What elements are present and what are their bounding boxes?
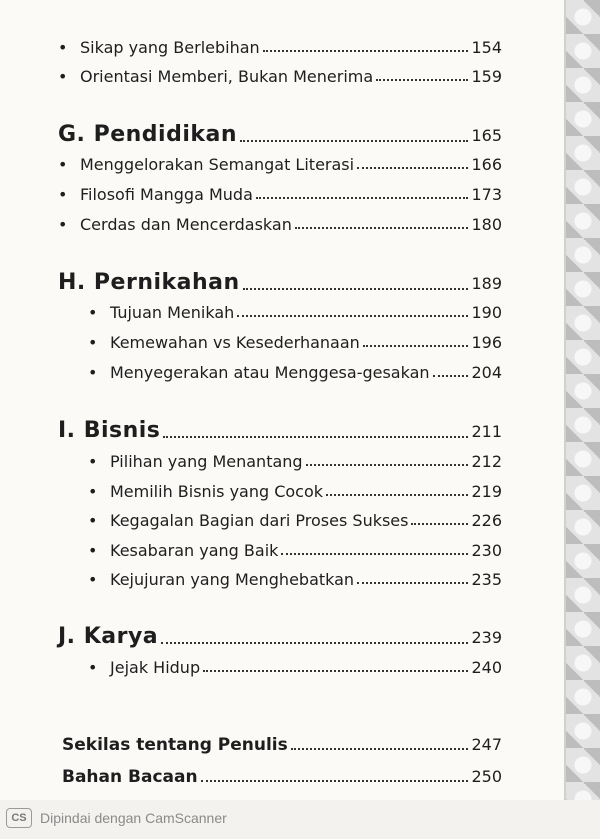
toc-entry	[88, 570, 502, 589]
page-number: 154	[471, 38, 502, 57]
bullet-icon: •	[58, 185, 68, 204]
toc-title: Pilihan yang Menantang	[110, 452, 303, 471]
toc-back-matter	[62, 767, 502, 787]
dot-leader	[291, 748, 469, 750]
page-number: 211	[471, 422, 502, 441]
toc-entry	[58, 215, 502, 234]
dot-leader	[326, 494, 468, 496]
toc-entry	[88, 658, 502, 677]
toc-entry	[88, 333, 502, 352]
toc-title: Memilih Bisnis yang Cocok	[110, 482, 324, 501]
toc-section	[58, 122, 502, 147]
decorative-pattern-strip	[564, 0, 600, 800]
toc-title: Bahan Bacaan	[62, 767, 198, 787]
toc-title: G. Pendidikan	[58, 122, 237, 147]
dot-leader	[363, 345, 469, 347]
toc-entry	[58, 38, 502, 57]
toc-title: Cerdas dan Mencerdaskan	[80, 215, 292, 234]
dot-leader	[256, 197, 469, 199]
bullet-icon: •	[58, 155, 68, 174]
dot-leader	[201, 780, 469, 782]
scanner-footer	[6, 808, 227, 828]
toc-entry	[58, 185, 502, 204]
page-number: 212	[471, 452, 502, 471]
toc-entry	[58, 155, 502, 174]
toc-title: Kemewahan vs Kesederhanaan	[110, 333, 360, 352]
toc-title: Sikap yang Berlebihan	[80, 38, 260, 57]
toc-title: J. Karya	[58, 624, 159, 649]
dot-leader	[240, 140, 468, 142]
toc-title: Menyegerakan atau Menggesa-gesakan	[110, 363, 430, 382]
toc-title: Kegagalan Bagian dari Proses Sukses	[110, 511, 409, 530]
page-number: 166	[471, 155, 502, 174]
toc-title: Kejujuran yang Menghebatkan	[110, 570, 355, 589]
toc-entry	[88, 452, 502, 471]
dot-leader	[295, 227, 469, 229]
dot-leader	[357, 167, 468, 169]
toc-entry	[88, 303, 502, 322]
bullet-icon: •	[58, 215, 68, 234]
toc-section	[58, 418, 502, 443]
bullet-icon: •	[88, 570, 98, 589]
page-number: 247	[471, 735, 502, 754]
page-number: 196	[471, 333, 502, 352]
page-number: 226	[471, 511, 502, 530]
bullet-icon: •	[88, 482, 98, 501]
toc-title: Jejak Hidup	[110, 658, 201, 677]
page-number: 235	[471, 570, 502, 589]
dot-leader	[357, 582, 468, 584]
dot-leader	[203, 670, 468, 672]
toc-title: H. Pernikahan	[58, 270, 240, 295]
bullet-icon: •	[88, 658, 98, 677]
page-number: 173	[471, 185, 502, 204]
dot-leader	[281, 553, 468, 555]
toc-title: Sekilas tentang Penulis	[62, 735, 288, 755]
dot-leader	[243, 288, 469, 290]
page-number: 159	[471, 67, 502, 86]
dot-leader	[411, 523, 468, 525]
toc-entry	[88, 541, 502, 560]
toc-entry	[88, 482, 502, 501]
toc-entry	[88, 363, 502, 382]
dot-leader	[163, 436, 468, 438]
dot-leader	[376, 79, 468, 81]
bullet-icon: •	[88, 452, 98, 471]
toc-back-matter	[62, 735, 502, 755]
page-number: 190	[471, 303, 502, 322]
bullet-icon: •	[88, 333, 98, 352]
page-number: 219	[471, 482, 502, 501]
toc-title: Kesabaran yang Baik	[110, 541, 279, 560]
toc-title: Tujuan Menikah	[110, 303, 235, 322]
bullet-icon: •	[58, 38, 68, 57]
dot-leader	[433, 375, 469, 377]
dot-leader	[161, 642, 468, 644]
toc-section	[58, 270, 502, 295]
scanner-footer-text: Dipindai dengan CamScanner	[40, 810, 227, 826]
bullet-icon: •	[88, 303, 98, 322]
dot-leader	[237, 315, 468, 317]
toc-title: Filosofi Mangga Muda	[80, 185, 253, 204]
toc-section	[58, 624, 502, 649]
toc-entry	[88, 511, 502, 530]
bullet-icon: •	[88, 511, 98, 530]
page-number: 230	[471, 541, 502, 560]
page-number: 189	[471, 274, 502, 293]
page-number: 239	[471, 628, 502, 647]
page-number: 165	[471, 126, 502, 145]
dot-leader	[306, 464, 469, 466]
page-number: 240	[471, 658, 502, 677]
bullet-icon: •	[58, 67, 68, 86]
toc-title: Orientasi Memberi, Bukan Menerima	[80, 67, 374, 86]
camscanner-logo-icon: CS	[6, 808, 32, 828]
dot-leader	[263, 50, 469, 52]
bullet-icon: •	[88, 363, 98, 382]
toc-entry	[58, 67, 502, 86]
toc-title: Menggelorakan Semangat Literasi	[80, 155, 355, 174]
page-number: 250	[471, 767, 502, 786]
bullet-icon: •	[88, 541, 98, 560]
page-number: 204	[471, 363, 502, 382]
page-number: 180	[471, 215, 502, 234]
toc-title: I. Bisnis	[58, 418, 161, 443]
